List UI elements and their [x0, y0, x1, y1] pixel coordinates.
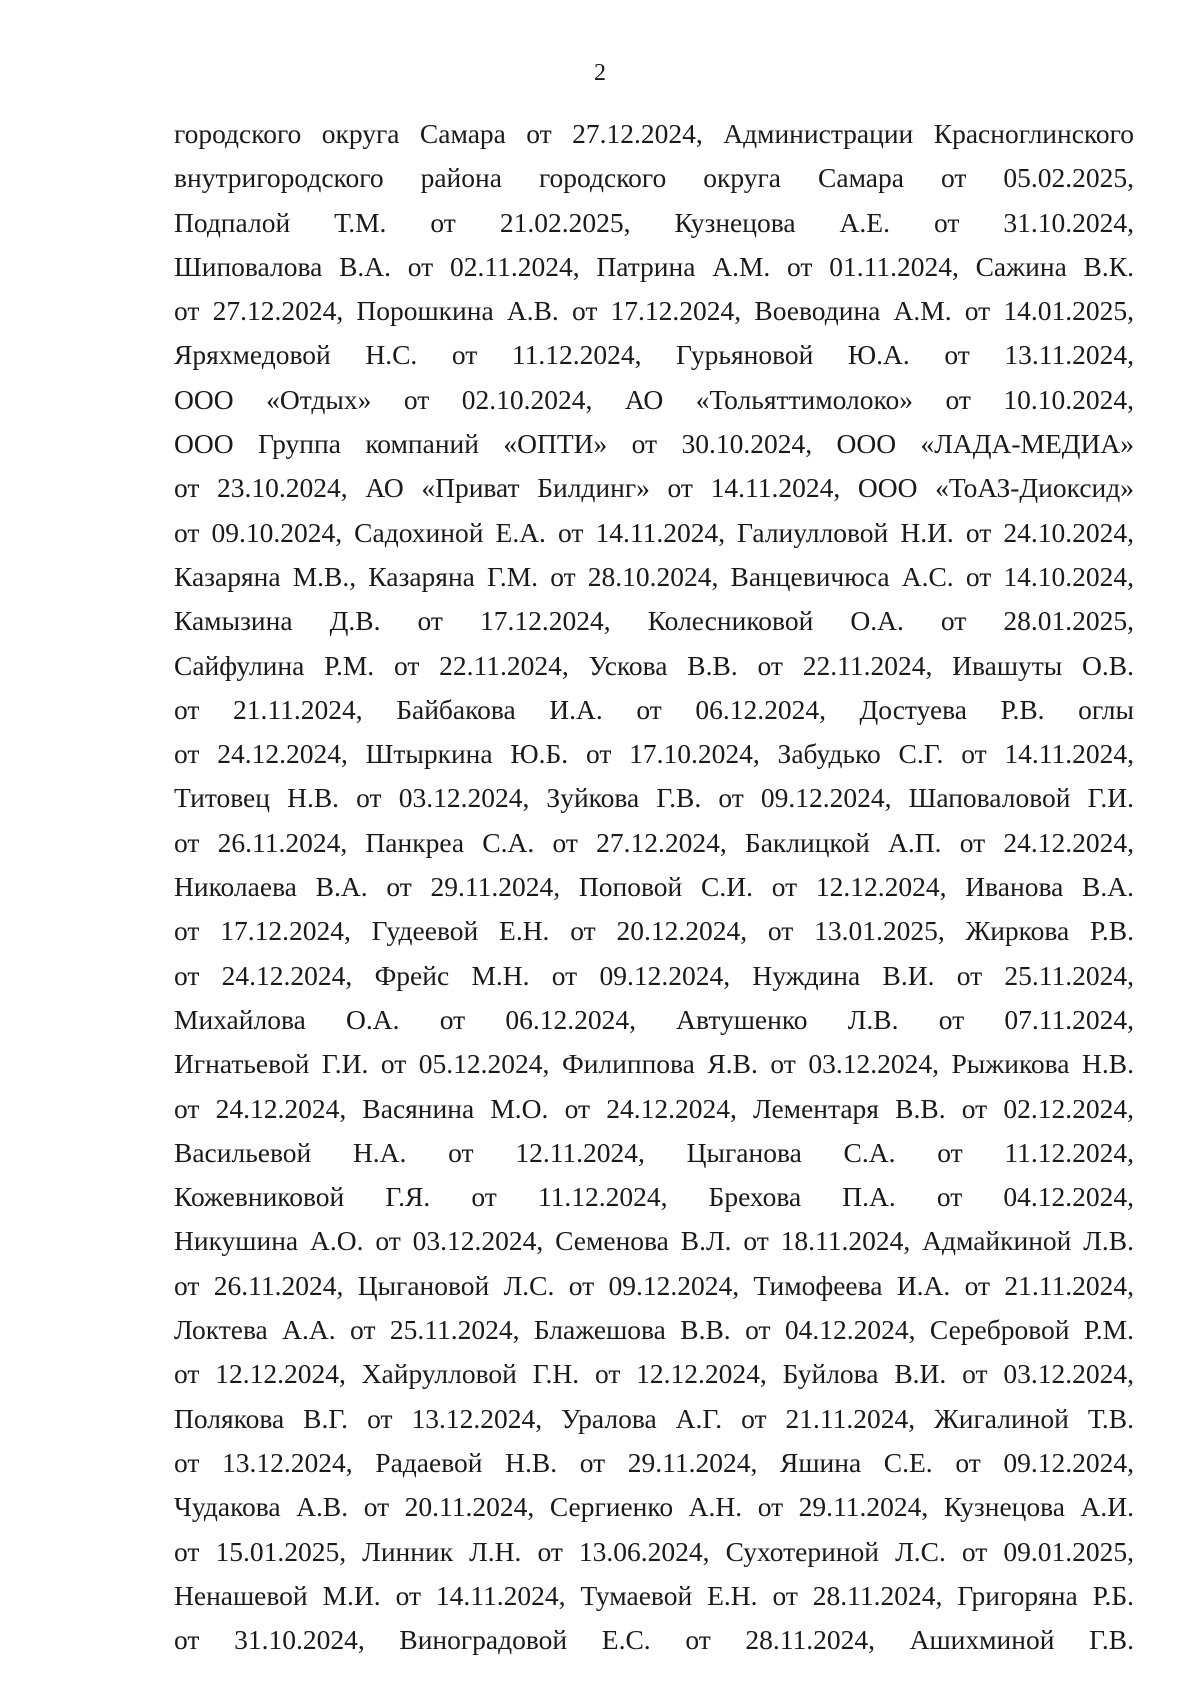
text-line: от 26.11.2024, Панкреа С.А. от 27.12.2024, Баклицкой А.П. от 24.12.2024,: [174, 826, 1134, 858]
text-line: от 12.12.2024, Хайрулловой Г.Н. от 12.12.2024, Буйлова В.И. от 03.12.2024,: [174, 1358, 1134, 1390]
text-line: ООО «Отдых» от 02.10.2024, АО «Тольяттимолоко» от 10.10.2024,: [174, 383, 1134, 415]
text-line: Чудакова А.В. от 20.11.2024, Сергиенко А.Н. от 29.11.2024, Кузнецова А.И.: [174, 1491, 1134, 1523]
text-line: Камызина Д.В. от 17.12.2024, Колесниковой О.А. от 28.01.2025,: [174, 605, 1134, 637]
text-line: Шиповалова В.А. от 02.11.2024, Патрина А.М. от 01.11.2024, Сажина В.К.: [174, 250, 1134, 282]
text-line: от 31.10.2024, Виноградовой Е.С. от 28.11.2024, Ашихминой Г.В.: [174, 1624, 1134, 1656]
text-line: от 09.10.2024, Садохиной Е.А. от 14.11.2024, Галиулловой Н.И. от 24.10.2024,: [174, 516, 1134, 548]
body-text: [174, 112, 1134, 1662]
text-line: от 23.10.2024, АО «Приват Билдинг» от 14.11.2024, ООО «ТоАЗ-Диоксид»: [174, 472, 1134, 504]
text-line: Яряхмедовой Н.С. от 11.12.2024, Гурьяновой Ю.А. от 13.11.2024,: [174, 339, 1134, 371]
text-line: внутригородского района городского округа Самара от 05.02.2025,: [174, 162, 1134, 194]
text-line: от 21.11.2024, Байбакова И.А. от 06.12.2024, Достуева Р.В. оглы: [174, 693, 1134, 725]
text-line: от 27.12.2024, Порошкина А.В. от 17.12.2024, Воеводина А.М. от 14.01.2025,: [174, 295, 1134, 327]
text-line: от 24.12.2024, Фрейс М.Н. от 09.12.2024, Нуждина В.И. от 25.11.2024,: [174, 959, 1134, 991]
text-line: Васильевой Н.А. от 12.11.2024, Цыганова С.А. от 11.12.2024,: [174, 1136, 1134, 1168]
text-line: Никушина А.О. от 03.12.2024, Семенова В.Л. от 18.11.2024, Адмайкиной Л.В.: [174, 1225, 1134, 1257]
text-line: городского округа Самара от 27.12.2024, Администрации Красноглинского: [174, 118, 1134, 149]
text-line: Кожевниковой Г.Я. от 11.12.2024, Брехова П.А. от 04.12.2024,: [174, 1181, 1134, 1213]
text-line: от 13.12.2024, Радаевой Н.В. от 29.11.2024, Яшина С.Е. от 09.12.2024,: [174, 1446, 1134, 1478]
text-line: Михайлова О.А. от 06.12.2024, Автушенко Л.В. от 07.11.2024,: [174, 1003, 1134, 1035]
text-line: Ненашевой М.И. от 14.11.2024, Тумаевой Е.Н. от 28.11.2024, Григоряна Р.Б.: [174, 1579, 1134, 1611]
text-line: Казаряна М.В., Казаряна Г.М. от 28.10.2024, Ванцевичюса А.С. от 14.10.2024,: [174, 560, 1134, 592]
text-line: от 17.12.2024, Гудеевой Е.Н. от 20.12.2024, от 13.01.2025, Жиркова Р.В.: [174, 915, 1134, 947]
text-line: от 26.11.2024, Цыгановой Л.С. от 09.12.2024, Тимофеева И.А. от 21.11.2024,: [174, 1269, 1134, 1301]
text-line: от 24.12.2024, Штыркина Ю.Б. от 17.10.2024, Забудько С.Г. от 14.11.2024,: [174, 738, 1134, 770]
text-line: Локтева А.А. от 25.11.2024, Блажешова В.В. от 04.12.2024, Серебровой Р.М.: [174, 1314, 1134, 1346]
text-line: Полякова В.Г. от 13.12.2024, Уралова А.Г. от 21.11.2024, Жигалиной Т.В.: [174, 1402, 1134, 1434]
text-line: Николаева В.А. от 29.11.2024, Поповой С.И. от 12.12.2024, Иванова В.А.: [174, 871, 1134, 903]
text-line: Игнатьевой Г.И. от 05.12.2024, Филиппова Я.В. от 03.12.2024, Рыжикова Н.В.: [174, 1048, 1134, 1080]
text-line: от 15.01.2025, Линник Л.Н. от 13.06.2024, Сухотериной Л.С. от 09.01.2025,: [174, 1535, 1134, 1567]
text-line: ООО Группа компаний «ОПТИ» от 30.10.2024, ООО «ЛАДА-МЕДИА»: [174, 428, 1134, 460]
page-number: 2: [594, 60, 606, 86]
text-line: Подпалой Т.М. от 21.02.2025, Кузнецова А.Е. от 31.10.2024,: [174, 206, 1134, 238]
text-line: Титовец Н.В. от 03.12.2024, Зуйкова Г.В. от 09.12.2024, Шаповаловой Г.И.: [174, 782, 1134, 814]
text-line: Сайфулина Р.М. от 22.11.2024, Ускова В.В. от 22.11.2024, Ивашуты О.В.: [174, 649, 1134, 681]
text-line: от 24.12.2024, Васянина М.О. от 24.12.2024, Лементаря В.В. от 02.12.2024,: [174, 1092, 1134, 1124]
